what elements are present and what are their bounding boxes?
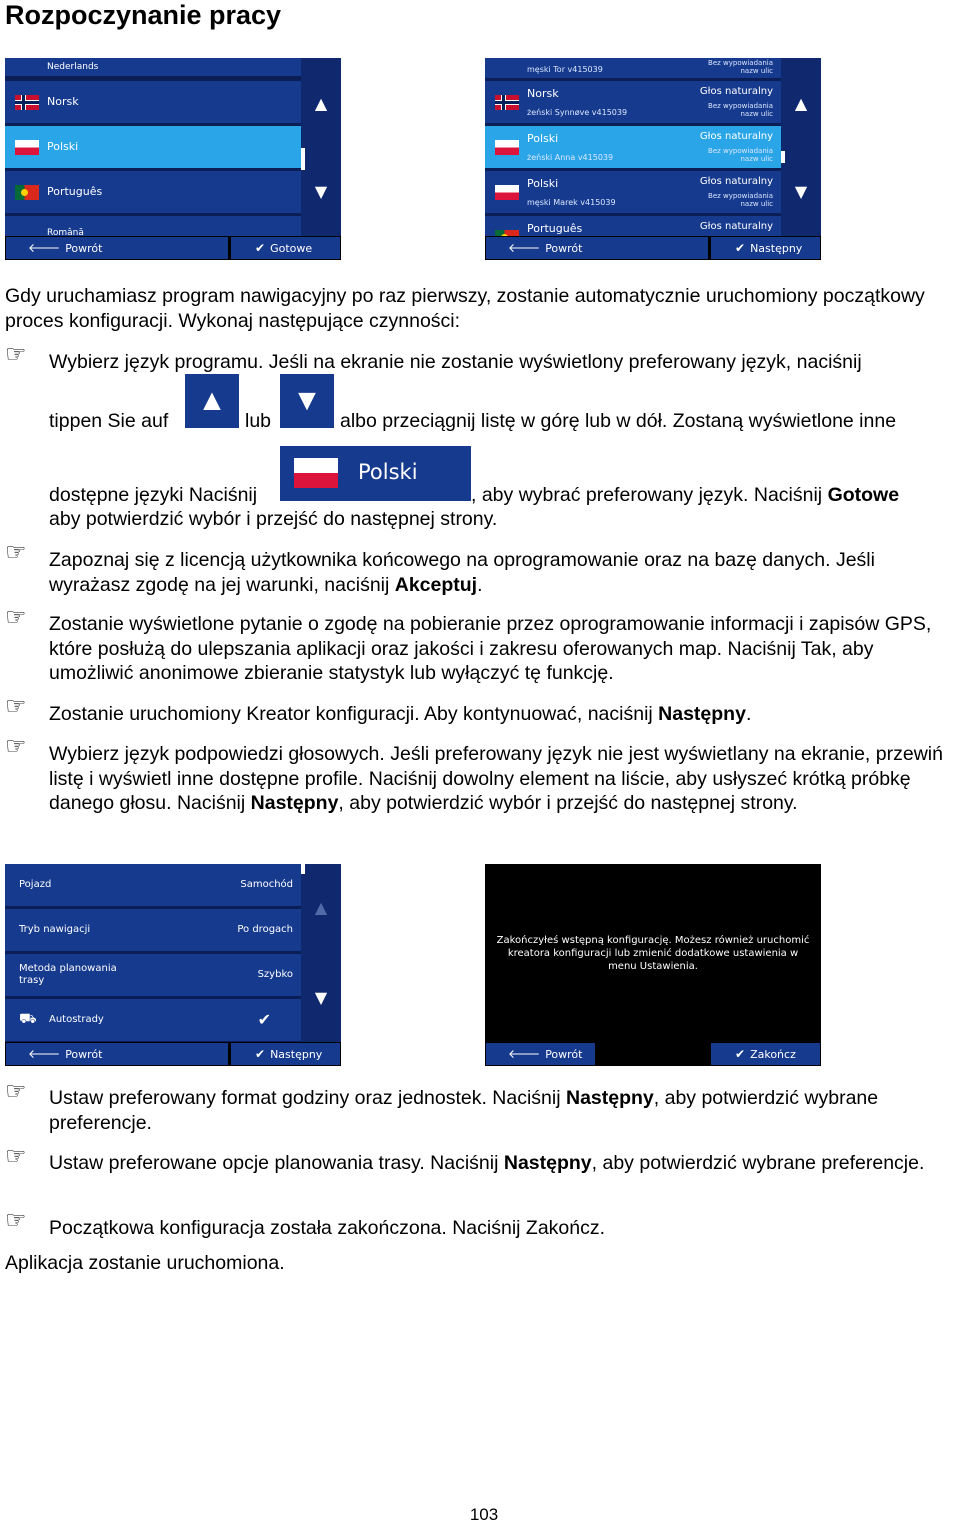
- chevron-down-icon: ▼: [292, 384, 322, 417]
- list-item[interactable]: Nederlands: [5, 58, 301, 76]
- finish-button[interactable]: ✔ Zakończ: [711, 1043, 820, 1065]
- screenshot-language-list: [5, 58, 341, 260]
- scroll-up-button-illustration: [185, 374, 239, 428]
- screenshot-route-settings: [5, 864, 341, 1066]
- back-button[interactable]: 🡐 Powrót: [486, 237, 708, 259]
- step5-text: Wybierz język podpowiedzi głosowych. Jeśli preferowany język nie jest wyświetlany na ekranie, przewiń listę i wyświetl inne dostępne profile. Naciśnij dowolny element na liście, aby usłyszeć krótką próbkę danego głosu. Naciśnij Następny, aby potwierdzić wybór i przejść do następnej strony.: [49, 743, 943, 814]
- step1-line4: aby potwierdzić wybór i przejść do następnej strony.: [49, 508, 498, 530]
- back-arrow-icon: 🡐: [28, 241, 61, 255]
- list-item[interactable]: Português: [5, 171, 301, 213]
- bottom-bar: [485, 1042, 821, 1066]
- chevron-down-icon[interactable]: ▼: [314, 182, 328, 201]
- list-item-selected[interactable]: Polski: [5, 126, 301, 168]
- step8-text: Początkowa konfiguracja została zakończona. Naciśnij Zakończ.: [49, 1217, 606, 1239]
- norway-flag-icon: [495, 95, 519, 110]
- back-arrow-icon: 🡐: [508, 241, 541, 255]
- list-item[interactable]: Română: [5, 216, 301, 236]
- poland-flag-icon: [495, 185, 519, 200]
- done-button[interactable]: ✔ Gotowe: [231, 237, 340, 259]
- chevron-down-icon[interactable]: ▼: [794, 182, 808, 201]
- scrollbar[interactable]: [301, 864, 341, 1042]
- step2-text: Zapoznaj się z licencją użytkownika końcowego na oprogramowanie oraz na bazę danych. Jeśli wyrażasz zgodę na jej warunki, naciśnij Akceptuj.: [49, 549, 875, 596]
- list-item[interactable]: Polski męski Marek v415039 Głos naturalny Bez wypowiadania nazw ulic: [485, 171, 781, 213]
- pointing-hand-icon: ☞: [5, 1207, 27, 1234]
- poland-flag-icon: [15, 140, 39, 155]
- chevron-up-icon[interactable]: ▲: [314, 898, 328, 917]
- scrollbar[interactable]: [301, 58, 341, 236]
- step1-line2b: lub: [245, 410, 272, 432]
- pointing-hand-icon: ☞: [5, 604, 27, 631]
- pointing-hand-icon: ☞: [5, 1078, 27, 1105]
- back-arrow-icon: 🡐: [508, 1047, 541, 1061]
- scroll-thumb[interactable]: [301, 148, 305, 170]
- scrollbar[interactable]: [781, 58, 821, 236]
- step1-line2c: albo przeciągnij listę w górę lub w dół. Zostaną wyświetlone inne: [340, 410, 897, 432]
- list-item[interactable]: Norsk: [5, 81, 301, 123]
- step7-text: Ustaw preferowane opcje planowania trasy. Naciśnij Następny, aby potwierdzić wybrane preferencje.: [49, 1152, 925, 1174]
- step1-line2a: tippen Sie auf: [49, 410, 169, 432]
- settings-row-highways[interactable]: ⛟ Autostrady ✔: [5, 999, 301, 1041]
- pointing-hand-icon: ☞: [5, 733, 27, 760]
- pointing-hand-icon: ☞: [5, 341, 27, 368]
- step1-line1: Wybierz język programu. Jeśli na ekranie nie zostanie wyświetlony preferowany język, naciśnij: [49, 351, 862, 373]
- chevron-up-icon[interactable]: ▲: [314, 94, 328, 113]
- poland-flag-icon: [495, 140, 519, 155]
- settings-list: [5, 864, 301, 1042]
- pointing-hand-icon: ☞: [5, 1143, 27, 1170]
- completion-message: Zakończyłeś wstępną konfigurację. Możesz również uruchomić kreatora konfiguracji lub zmienić dodatkowe ustawienia w menu Ustawienia.: [496, 935, 810, 972]
- step3-text: Zostanie wyświetlone pytanie o zgodę na pobieranie przez oprogramowanie informacji i zapisów GPS, które posłużą do ulepszania aplikacji oraz jakości i zakresu oferowanych map. Naciśnij Tak, aby umożliwić anonimowe zbieranie statystyk lub wyłączyć tę funkcję.: [49, 613, 932, 684]
- check-icon: ✔: [735, 1047, 746, 1061]
- screenshot-config-complete: [485, 864, 821, 1066]
- bottom-bar: [5, 236, 341, 260]
- back-arrow-icon: 🡐: [28, 1047, 61, 1061]
- step6-text: Ustaw preferowany format godziny oraz jednostek. Naciśnij Następny, aby potwierdzić wybrane preferencje.: [49, 1087, 879, 1134]
- portugal-flag-icon: [15, 185, 39, 200]
- intro-paragraph: Gdy uruchamiasz program nawigacyjny po raz pierwszy, zostanie automatycznie uruchomiony początkowy proces konfiguracji. Wykonaj następujące czynności:: [5, 285, 925, 332]
- outro-paragraph: Aplikacja zostanie uruchomiona.: [5, 1252, 285, 1274]
- check-icon: ✔: [255, 241, 266, 255]
- page-number: 103: [469, 1505, 499, 1524]
- norway-flag-icon: [15, 95, 39, 110]
- settings-row-vehicle[interactable]: Pojazd Samochód: [5, 864, 301, 906]
- back-button[interactable]: 🡐 Powrót: [486, 1043, 595, 1065]
- scroll-thumb[interactable]: [781, 151, 785, 163]
- step4-text: Zostanie uruchomiony Kreator konfiguracji. Aby kontynuować, naciśnij Następny.: [49, 703, 752, 725]
- chevron-down-icon[interactable]: ▼: [314, 988, 328, 1007]
- pointing-hand-icon: ☞: [5, 693, 27, 720]
- chevron-up-icon[interactable]: ▲: [794, 94, 808, 113]
- list-item[interactable]: Norsk żeński Synnøve v415039 Głos naturalny Bez wypowiadania nazw ulic: [485, 81, 781, 123]
- step1-line3a: dostępne języki Naciśnij: [49, 484, 258, 506]
- step1-line3b: , aby wybrać preferowany język. Naciśnij Gotowe: [471, 484, 900, 506]
- bottom-bar: [5, 1042, 341, 1066]
- scroll-down-button-illustration: [280, 374, 334, 428]
- pointing-hand-icon: ☞: [5, 539, 27, 566]
- poland-flag-icon: [294, 458, 338, 488]
- page-title: Rozpoczynanie pracy: [5, 0, 282, 30]
- language-list: [5, 58, 301, 236]
- check-icon: ✔: [735, 241, 746, 255]
- bottom-bar: [485, 236, 821, 260]
- back-button[interactable]: 🡐 Powrót: [6, 1043, 228, 1065]
- next-button[interactable]: ✔ Następny: [711, 237, 820, 259]
- chevron-up-icon: ▲: [197, 384, 227, 417]
- polski-button-illustration: Polski: [280, 446, 471, 501]
- settings-row-route-method[interactable]: Metoda planowania trasy Szybko: [5, 954, 301, 996]
- scroll-thumb[interactable]: [301, 864, 305, 874]
- voice-list: [485, 58, 781, 236]
- settings-row-navigation-mode[interactable]: Tryb nawigacji Po drogach: [5, 909, 301, 951]
- next-button[interactable]: ✔ Następny: [231, 1043, 340, 1065]
- screenshot-voice-list: [485, 58, 821, 260]
- check-icon: ✔: [255, 1047, 266, 1061]
- list-item-selected[interactable]: Polski żeński Anna v415039 Głos naturalny Bez wypowiadania nazw ulic: [485, 126, 781, 168]
- highway-icon: ⛟: [19, 1011, 37, 1027]
- check-icon: ✔: [257, 1010, 271, 1029]
- list-item[interactable]: męski Tor v415039 Bez wypowiadania nazw ulic: [485, 58, 781, 78]
- back-button[interactable]: 🡐 Powrót: [6, 237, 228, 259]
- list-item[interactable]: Português Głos naturalny: [485, 216, 781, 236]
